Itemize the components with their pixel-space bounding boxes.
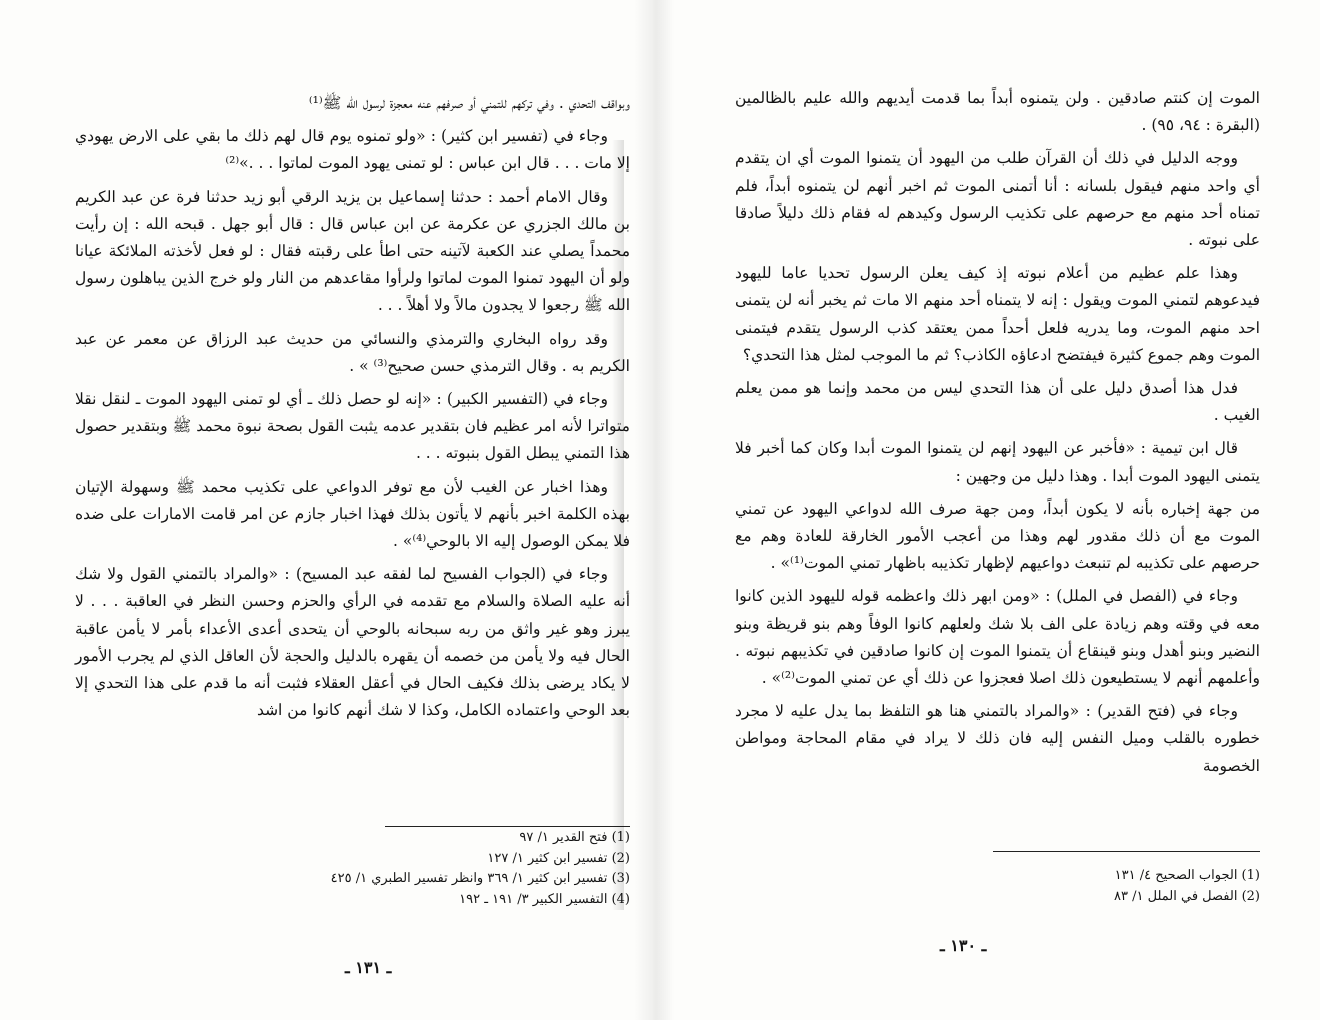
right-paragraph-2: ووجه الدليل في ذلك أن القرآن طلب من اليهود أن يتمنوا الموت أي ان يتقدم أي واحد منهم فيقول بلسانه : أنا أتمنى الموت ثم اخبر أنهم لن يتمنوه أبداً، فلم تمناه أحد منهم مع حرصهم على تكذيب الرسول وكيدهم له فقام ذلك دليلاً صادقا على نبوته . xyxy=(735,149,1260,250)
binding-shadow xyxy=(612,140,624,910)
right-footnote-1: (1) الجواب الصحيح ٤/ ١٣١ xyxy=(1114,868,1260,883)
right-paragraph-3: وهذا علم عظيم من أعلام نبوته إذ كيف يعلن الرسول تحديا عاما لليهود فيدعوهم لتمني الموت ويقول : إنه لا يتمناه أحد منهم الا مات ثم يخبر أنه لن يتمنى احد منهم الموت، وما يدريه فلعل أحداً ممن يعتقد كذب الرسول يتقدم فيتمنى الموت وهم جموع كثيرة فيفتضح ادعاؤه الكاذب؟ ثم ما الموجب لمثل هذا التحدي؟ xyxy=(735,264,1260,364)
left-footnote-1: (1) فتح القدير ١/ ٩٧ xyxy=(519,830,630,845)
left-footnote-4: (4) التفسير الكبير ٣/ ١٩١ ـ ١٩٢ xyxy=(459,891,630,907)
left-paragraph-3: وقال الامام أحمد : حدثنا إسماعيل بن يزيد الرقي أبو زيد حدثنا فرة عن عبد الكريم بن مالك الجزري عن عكرمة عن ابن عباس قال : قال أبو جهل . قبحه الله : إن رأيت محمداً يصلي عند الكعبة لآتينه حتى اطأ على رقبته فقال : لو فعل لأخذته الملائكة عيانا ولو أن اليهود تمنوا الموت لماتوا ولرأوا مقاعدهم من النار ولو خرج الذين يباهلون رسول الله ﷺ رجعوا لا يجدون مالاً ولا أهلاً . . . xyxy=(75,187,630,315)
right-footnote-divider xyxy=(993,851,1260,852)
left-footnote-2: (2) تفسير ابن كثير ١/ ١٢٧ xyxy=(487,850,630,866)
right-footnotes xyxy=(1000,866,1260,907)
left-footnote-divider xyxy=(385,826,630,827)
left-paragraph-1: وبواقف التحدي . وفي تركهم للتمني أو صرفهم عنه معجزة لرسول الله ﷺ⁽¹⁾ xyxy=(308,94,630,112)
left-page-body xyxy=(75,90,630,730)
right-paragraph-7: وجاء في (الفصل في الملل) : «ومن ابهر ذلك واعظمه قوله لليهود الذين كانوا معه في وقته وهم زيادة على الف بلا شك ولعلهم كانوا الوفاً وهم بنو قريظة وبنو النضير وبنو أهدل وبنو قينقاع أن يتمنوا الموت إن كانوا صادقين في تكذيبهم نبوته . وأعلمهم أنهم لا يستطيعون ذلك اصلا فعجزوا عن ذلك أي عن تمني الموت⁽²⁾» . xyxy=(735,587,1260,688)
left-paragraph-2: وجاء في (تفسير ابن كثير) : «ولو تمنوه يوم قال لهم ذلك ما بقي على الارض يهودي إلا مات . . . قال ابن عباس : لو تمنى يهود الموت لماتوا . . .»⁽²⁾ xyxy=(75,127,630,173)
right-page-number: ـ ١٣٠ ـ xyxy=(940,936,987,955)
left-page-number: ـ ١٣١ ـ xyxy=(345,958,392,977)
left-paragraph-7: وجاء في (الجواب الفسيح لما لفقه عبد المسيح) : «والمراد بالتمني القول ولا شك أنه عليه الصلاة والسلام مع تقدمه في الرأي والحزم وحسن النظر في العاقبة . . . لا يبرز وهو غير واثق من ربه سبحانه بالوحي أن يتحدى أعدى الأعداء بأمر لا يأمن عاقبة الحال فيه ولا يأمن من خصمه أن يقهره بالدليل والحجة لأن العاقل الذي لم يجرب الأمور لا يكاد يرضى بذلك فكيف الحال في أعقل العقلاء فثبت أنه ما قدم على هذا التحدي إلا بعد الوحي واعتماده الكامل، وكذا لا شك أنهم كانوا من اشد xyxy=(75,565,630,720)
left-paragraph-6: وهذا اخبار عن الغيب لأن مع توفر الدواعي على تكذيب محمد ﷺ وسهولة الإتيان بهذه الكلمة اخبر بأنهم لا يأتون بذلك فهذا اخبار جازم عن امر قامت الامارات على ضده فلا يمكن الوصول إليه الا بالوحي⁽⁴⁾» . xyxy=(75,477,630,551)
right-paragraph-6: من جهة إخباره بأنه لا يكون أبداً، ومن جهة صرف الله لدواعي اليهود عن تمني الموت مع أن ذلك مقدور لهم وهذا من أعجب الأمور الخارقة للعادة وهم مع حرصهم على تكذيبه لم تنبعث دواعيهم لإظهار تكذيبه باظهار تمني الموت⁽¹⁾» . xyxy=(735,499,1260,573)
left-paragraph-5: وجاء في (التفسير الكبير) : «إنه لو حصل ذلك ـ أي لو تمنى اليهود الموت ـ لنقل نقلا متواترا لأنه امر عظيم فان بتقدير عدمه يثبت القول بصحة نبوة محمد ﷺ وبتقدير حصول هذا التمني يبطل القول بنبوته . . . xyxy=(75,390,630,463)
right-footnote-2: (2) الفصل في الملل ١/ ٨٣ xyxy=(1114,888,1260,904)
right-paragraph-1: الموت إن كنتم صادقين . ولن يتمنوه أبداً بما قدمت أيديهم والله عليم بالظالمين (البقرة : ٩٤، ٩٥) . xyxy=(735,89,1260,135)
right-page-body xyxy=(735,85,1260,786)
left-footnote-3: (3) تفسير ابن كثير ١/ ٣٦٩ وانظر تفسير الطبري ١/ ٤٢٥ xyxy=(330,871,630,886)
left-paragraph-4: وقد رواه البخاري والترمذي والنسائي من حديث عبد الرزاق عن معمر عن عبد الكريم به . وقال الترمذي حسن صحيح⁽³⁾ » . xyxy=(75,329,630,375)
right-paragraph-8: وجاء في (فتح القدير) : «والمراد بالتمني هنا هو التلفظ بما يدل عليه لا مجرد خطوره بالقلب وميل النفس إليه فان ذلك لا يراد في مقام المحاجة ومواطن الخصومة xyxy=(735,702,1260,775)
right-paragraph-5: قال ابن تيمية : «فأخبر عن اليهود إنهم لن يتمنوا الموت أبدا وكان كما أخبر فلا يتمنى اليهود الموت أبدا . وهذا دليل من وجهين : xyxy=(735,439,1260,485)
right-paragraph-4: فدل هذا أصدق دليل على أن هذا التحدي ليس من محمد وإنما هو ممن يعلم الغيب . xyxy=(735,379,1260,425)
left-footnotes xyxy=(330,828,630,910)
